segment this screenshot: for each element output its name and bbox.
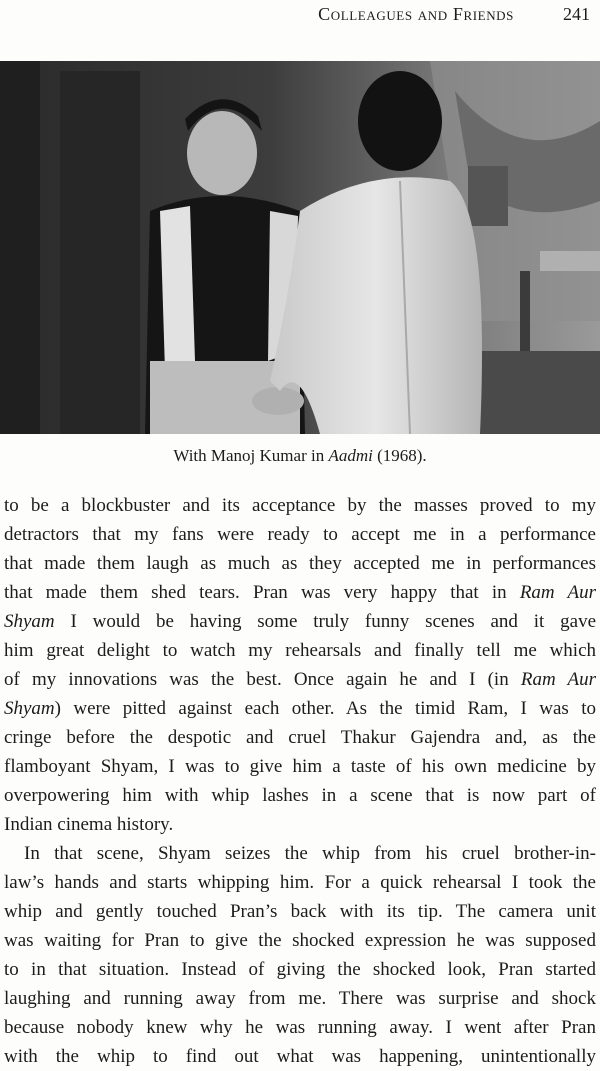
film-title-italic: Ram Aur: [520, 669, 597, 690]
caption-film-title: Aadmi: [328, 446, 373, 465]
running-head: [0, 4, 600, 26]
text-line: [4, 665, 596, 694]
caption-suffix: (1968).: [372, 446, 427, 465]
text-line: that made them laugh as much as they accepted me in performances: [4, 553, 596, 574]
text-line: because nobody knew why he was running away. I went after Pran: [4, 1017, 596, 1038]
paragraph-1: [4, 491, 596, 839]
text-line: with the whip to find out what was happening, unintentionally: [4, 1046, 596, 1067]
text-line: cringe before the despotic and cruel Thakur Gajendra and, as the: [4, 727, 596, 748]
text-line: flamboyant Shyam, I was to give him a taste of his own medicine by: [4, 756, 596, 777]
text-run: of my innovations was the best. Once again he and I (in: [4, 669, 521, 690]
text-line: whip and gently touched Pran’s back with its tip. The camera unit: [4, 901, 596, 922]
text-line: In that scene, Shyam seizes the whip from his cruel brother-in-: [24, 843, 596, 864]
caption-prefix: With Manoj Kumar in: [173, 446, 329, 465]
text-line: to be a blockbuster and its acceptance by the masses proved to my: [4, 495, 596, 516]
text-line: detractors that my fans were ready to accept me in a performance: [4, 524, 596, 545]
running-title: Colleagues and Friends: [318, 4, 514, 24]
text-line: [4, 578, 596, 607]
text-line: laughing and running away from me. There was surprise and shock: [4, 988, 596, 1009]
text-line: [4, 607, 596, 636]
film-title-italic: Shyam: [4, 698, 55, 719]
text-run: that made them shed tears. Pran was very happy that in: [4, 582, 520, 603]
text-run: I would be having some truly funny scenes and it gave: [54, 611, 596, 632]
text-line: [4, 694, 596, 723]
body-text: [4, 491, 596, 1071]
film-still-photo: [0, 61, 600, 434]
page-number: 241: [563, 4, 590, 24]
text-line: was waiting for Pran to give the shocked expression he was supposed: [4, 930, 596, 951]
film-title-italic: Shyam: [4, 611, 55, 632]
film-still-illustration: [0, 61, 600, 434]
text-line: overpowering him with whip lashes in a scene that is now part of: [4, 785, 596, 806]
text-line: to in that situation. Instead of giving the shocked look, Pran started: [4, 959, 596, 980]
figure-caption: [0, 446, 600, 466]
text-line: him great delight to watch my rehearsals and finally tell me which: [4, 640, 596, 661]
paragraph-2: [4, 839, 596, 1071]
text-run: ) were pitted against each other. As the timid Ram, I was to: [54, 698, 596, 719]
text-line: law’s hands and starts whipping him. For a quick rehearsal I took the: [4, 872, 596, 893]
text-line: Indian cinema history.: [4, 814, 174, 835]
film-title-italic: Ram Aur: [519, 582, 596, 603]
